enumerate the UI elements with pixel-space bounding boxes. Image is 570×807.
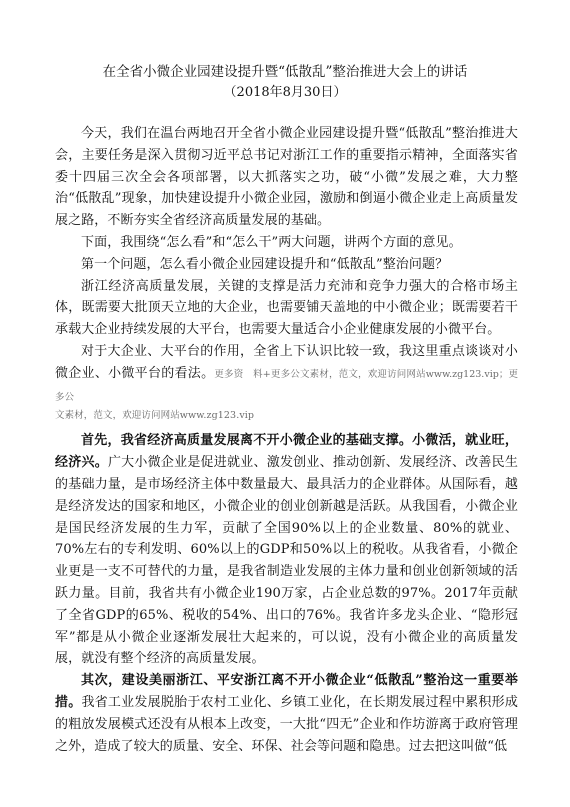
paragraph-7-heading: 其次，建设美丽浙江、平安浙江离不开小微企业“低散乱”整治这一重要举措。 (55, 673, 518, 710)
paragraph-5 (55, 341, 518, 408)
paragraph-6-heading: 首先，我省经济高质量发展离不开小微企业的基础支撑。小微活，就业旺，经济兴。 (55, 433, 518, 471)
paragraph-6-text: 广大小微企业是促进就业、激发创业、推动创新、发展经济、改善民生的基础力量，是市场经济主体中数量最大、最具活力的企业群体。从国际看，越是经济发达的国家和地区，小微企业的创业创新越是活跃。从我国看，小微企业是国民经济发展的生力军，贡献了全国90%以上的企业数量、80%的就业、70%左右的专利发明、60%以上的GDP和50%以上的税收。从我省看，小微企业更是一支不可替代的力量，是我省制造业发展的主体力量和创业创新领域的活跃力量。目前，我省共有小微企业190万家，占企业总数的97%。2017年贡献了全省GDP的65%、税收的54%、出口的76%。我省许多龙头企业、“隐形冠军”都是从小微企业逐渐发展壮大起来的，可以说，没有小微企业的高质量发展，就没有整个经济的高质量发展。 (55, 455, 518, 667)
paragraph-7-text: 我省工业发展脱胎于农村工业化、乡镇工业化，在长期发展过程中累积形成的粗放发展模式还没有从根本上改变，一大批“四无”企业和作坊游离于政府管理之外，造成了较大的质量、安全、环保、社会等问题和隐患。过去把这叫做“低 (55, 694, 518, 754)
paragraph-3: 第一个问题，怎么看小微企业园建设提升和“低散乱”整治问题？ (81, 256, 449, 272)
paragraph-7 (55, 670, 518, 757)
paragraph-5-text: 对于大企业、大平台的作用，全省上下认识比较一致，我这里重点谈谈对小微企业、小微平台的看法。 (55, 343, 518, 381)
document-date: （2018年8月30日） (223, 85, 347, 100)
watermark-inline: 更多资 料+更多公文素材，范文，欢迎访问网站www.zg123.vip；更多公 (55, 368, 518, 403)
watermark-line: 文素材，范文，欢迎访问网站www.zg123.vip (55, 410, 255, 422)
document-title: 在全省小微企业园建设提升暨“低散乱”整治推进大会上的讲话 (102, 64, 468, 80)
paragraph-2: 下面，我围绕“怎么看”和“怎么干”两大问题，讲两个方面的意见。 (81, 234, 462, 250)
paragraph-4: 浙江经济高质量发展，关键的支撑是活力充沛和竞争力强大的合格市场主体，既需要大批顶天立地的大企业，也需要铺天盖地的中小微企业；既需要若干承载大企业持续发展的大平台，也需要大量适合小企业健康发展的小微平台。 (55, 278, 518, 338)
document-body (55, 123, 518, 757)
paragraph-6 (55, 430, 518, 670)
paragraph-1: 今天，我们在温台两地召开全省小微企业园建设提升暨“低散乱”整治推进大会，主要任务是深入贯彻习近平总书记对浙江工作的重要指示精神，全面落实省委十四届三次全会各项部署，以大抓落实之功，破“小微”发展之难，大力整治“低散乱”现象，加快建设提升小微企业园，激励和倒逼小微企业走上高质量发展之路，不断夯实全省经济高质量发展的基础。 (55, 126, 518, 229)
